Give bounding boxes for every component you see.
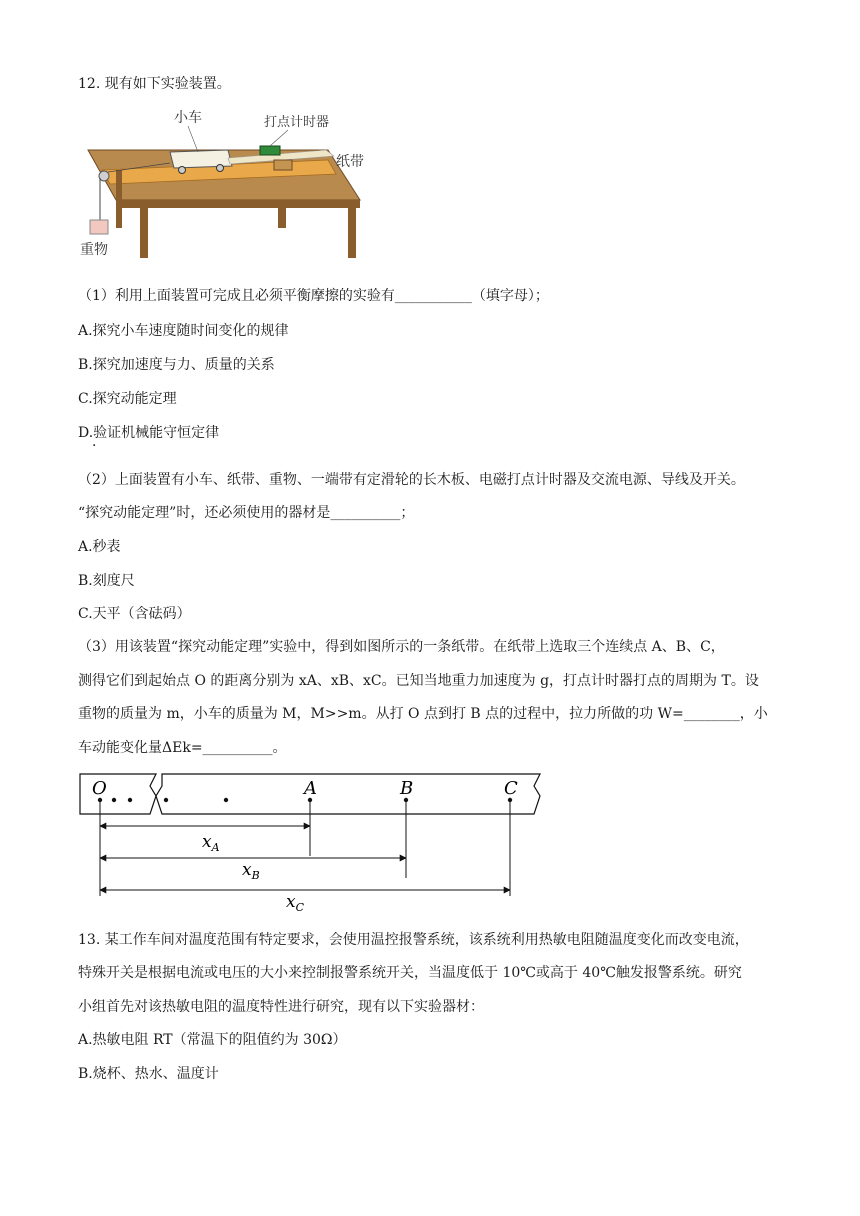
part3-line1: （3）用该装置“探究动能定理”实验中，得到如图所示的一条纸带。在纸带上选取三个连续点 A、B、C，	[78, 639, 725, 655]
label-point-a: A	[304, 778, 317, 799]
q13-item-b: B.烧杯、热水、温度计	[78, 1066, 219, 1082]
part2-stem-line1: （2）上面装置有小车、纸带、重物、一端带有定滑轮的长木板、电磁打点计时器及交流电源、导线及开关。	[78, 472, 745, 488]
label-weight: 重物	[80, 242, 108, 258]
label-xc: $x_C$	[286, 892, 305, 912]
part2-option-b: B.刻度尺	[78, 573, 135, 589]
part3-line4: 车动能变化量ΔEk=__________。	[78, 740, 287, 756]
stray-dot: ·	[92, 438, 97, 454]
label-car: 小车	[174, 110, 202, 126]
weight-block	[90, 220, 108, 234]
part3-line2: 测得它们到起始点 O 的距离分别为 xA、xB、xC。已知当地重力加速度为 g，打点计时器打点的周期为 T。设	[78, 673, 759, 689]
label-point-o: O	[92, 778, 107, 799]
part1-option-a: A.探究小车速度随时间变化的规律	[78, 323, 289, 339]
q13-line2: 特殊开关是根据电流或电压的大小来控制报警系统开关，当温度低于 10℃或高于 40℃触发报警系统。研究	[78, 965, 742, 981]
part1-option-d: D.验证机械能守恒定律	[78, 425, 220, 441]
label-point-b: B	[400, 778, 414, 799]
part2-option-a: A.秒表	[78, 539, 121, 555]
q13-line1: 13. 某工作车间对温度范围有特定要求，会使用温控报警系统，该系统利用热敏电阻随温度变化而改变电流，	[78, 932, 749, 948]
part1-option-b: B.探究加速度与力、质量的关系	[78, 357, 275, 373]
q13-item-a: A.热敏电阻 RT（常温下的阻值约为 30Ω）	[78, 1032, 347, 1048]
apparatus-figure	[78, 108, 378, 258]
part2-option-c: C.天平（含砝码）	[78, 606, 191, 622]
label-timer: 打点计时器	[264, 115, 330, 130]
label-xa: $x_A$	[202, 832, 220, 854]
q13-line3: 小组首先对该热敏电阻的温度特性进行研究，现有以下实验器材：	[78, 999, 484, 1015]
label-xb: $x_B$	[242, 860, 260, 882]
part1-stem: （1）利用上面装置可完成且必须平衡摩擦的实验有___________（填字母）；	[78, 288, 549, 304]
part3-line3: 重物的质量为 m，小车的质量为 M，M>>m。从打 O 点到打 B 点的过程中，拉力所做的功 W=________，小	[78, 706, 768, 722]
label-tape: 纸带	[336, 154, 364, 170]
part1-option-c: C.探究动能定理	[78, 391, 177, 407]
label-point-c: C	[504, 778, 518, 799]
q12-intro: 12. 现有如下实验装置。	[78, 76, 231, 92]
part2-stem-line2: “探究动能定理”时，还必须使用的器材是__________；	[78, 505, 415, 521]
paper-tape-diagram	[78, 772, 558, 912]
